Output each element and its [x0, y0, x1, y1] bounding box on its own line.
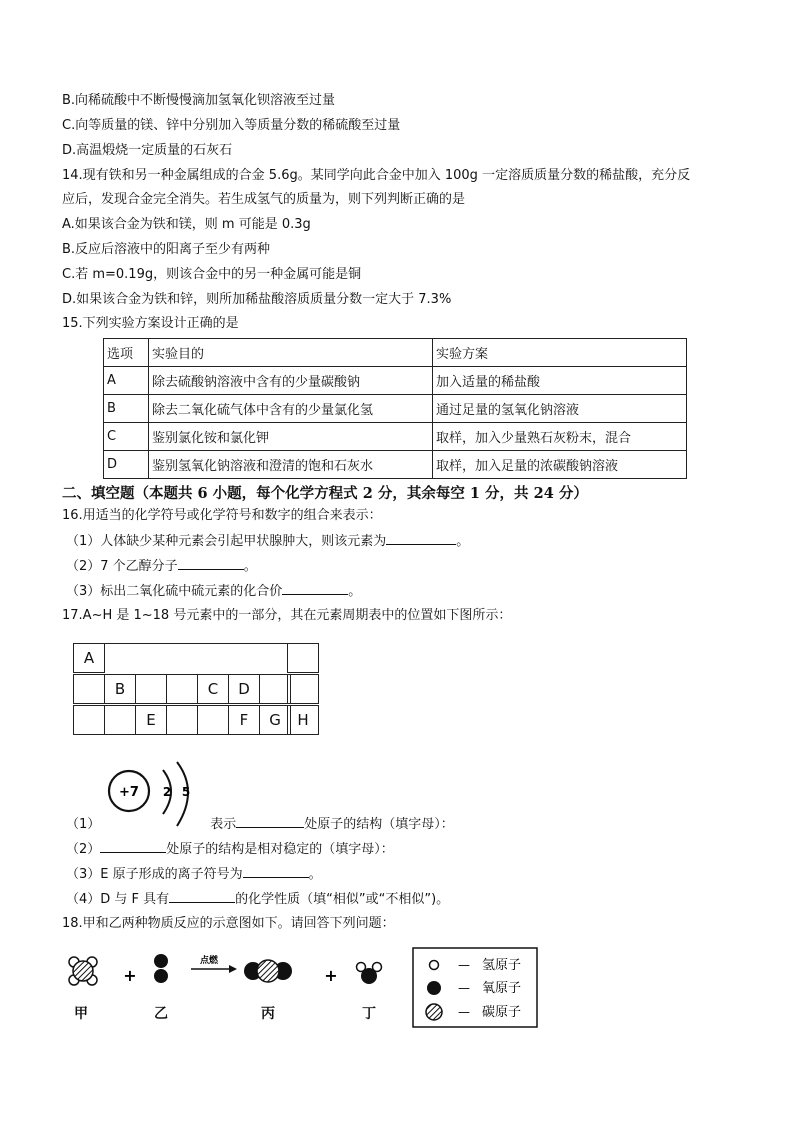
element-cell-c: C — [197, 674, 229, 704]
table-row — [104, 395, 687, 423]
q17-part1-number: （1） — [66, 817, 101, 832]
arrow-head — [229, 965, 237, 973]
label-jia: 甲 — [74, 1006, 88, 1022]
element-cell-d: D — [228, 674, 260, 704]
q16-part3-text: （3）标出二氧化硫中硫元素的化合价 — [66, 584, 283, 599]
table-cell: 除去二氧化硫气体中含有的少量氯化氢 — [149, 395, 433, 423]
molecule-ding — [357, 963, 382, 985]
oxygen-legend-icon — [427, 981, 441, 995]
answer-blank[interactable] — [282, 582, 348, 595]
nucleus-charge: +7 — [119, 785, 139, 800]
table-cell: 鉴别氢氧化钠溶液和澄清的饱和石灰水 — [149, 451, 433, 479]
table-cell: C — [104, 423, 149, 451]
element-cell-empty — [197, 705, 229, 735]
q14-option-d: D.如果该合金为铁和锌，则所加稀盐酸溶质质量分数一定大于 7.3% — [62, 292, 452, 307]
reaction-svg — [64, 947, 544, 1029]
answer-blank[interactable] — [178, 557, 244, 570]
q17-part4 — [66, 890, 449, 909]
q14-option-a: A.如果该合金为铁和镁，则 m 可能是 0.3g — [62, 217, 311, 232]
q17-part2-text: 处原子的结构是相对稳定的（填字母）： — [166, 842, 394, 857]
element-cell-h: H — [287, 705, 319, 735]
q17-stem: 17.A~H 是 1~18 号元素中的一部分，其在元素周期表中的位置如下图所示： — [62, 608, 512, 623]
q13-option-c: C.向等质量的镁、锌中分别加入等质量分数的稀硫酸至过量 — [62, 118, 401, 133]
molecule-bing — [244, 960, 292, 982]
table-cell: A — [104, 367, 149, 395]
table-cell: 除去硫酸钠溶液中含有的少量碳酸钠 — [149, 367, 433, 395]
shell-1-electrons: 2 — [162, 785, 172, 799]
q14-option-c: C.若 m=0.19g，则该合金中的另一种金属可能是铜 — [62, 267, 362, 282]
legend-dash: — — [458, 1005, 470, 1019]
answer-blank[interactable] — [100, 840, 166, 853]
q17-part4-text: （4）D 与 F 具有 — [66, 892, 170, 907]
q18-stem: 18.甲和乙两种物质反应的示意图如下。请回答下列问题： — [62, 916, 395, 931]
answer-blank[interactable] — [236, 815, 304, 828]
section-heading: 二、填空题（本题共 6 小题，每个化学方程式 2 分，其余每空 1 分，共 24 分） — [62, 485, 588, 502]
element-cell-empty — [166, 705, 198, 735]
q16-part2-text: （2）7 个乙醇分子 — [66, 559, 178, 574]
table-cell: 鉴别氯化铵和氯化钾 — [149, 423, 433, 451]
punctuation: 。 — [243, 559, 257, 574]
element-cell-empty — [135, 674, 167, 704]
punctuation: 。 — [308, 867, 322, 882]
table-cell: 加入适量的稀盐酸 — [433, 367, 687, 395]
q16-part3 — [66, 582, 361, 601]
q17-part3 — [66, 865, 322, 884]
q14-stem-line2: 应后，发现合金完全消失。若生成氢气的质量为，则下列判断正确的是 — [62, 192, 466, 207]
table-row — [104, 367, 687, 395]
legend-hydrogen-label: 氢原子 — [482, 958, 522, 973]
q17-part2-number: （2） — [66, 842, 101, 857]
plus-sign: + — [324, 966, 338, 985]
element-cell-empty — [166, 674, 198, 704]
label-yi: 乙 — [154, 1006, 168, 1022]
element-cell-empty — [73, 674, 105, 704]
q17-part1-end: 处原子的结构（填字母）： — [304, 817, 454, 832]
q16-stem: 16.用适当的化学符号或化学符号和数字的组合来表示： — [62, 508, 382, 523]
element-cell-f: F — [228, 705, 260, 735]
element-cell-empty — [73, 705, 105, 735]
punctuation: 。 — [456, 534, 470, 549]
table-cell: D — [104, 451, 149, 479]
table-cell: 取样，加入足量的浓碳酸钠溶液 — [433, 451, 687, 479]
q13-option-b: B.向稀硫酸中不断慢慢滴加氢氧化钡溶液至过量 — [62, 93, 336, 108]
top-border — [105, 643, 287, 644]
answer-blank[interactable] — [243, 865, 309, 878]
q14-option-b: B.反应后溶液中的阳离子至少有两种 — [62, 242, 271, 257]
q17-part4-end: 的化学性质（填“相似”或“不相似”)。 — [235, 892, 450, 907]
table-header-cell: 选项 — [104, 339, 149, 367]
hydrogen-legend-icon — [430, 961, 439, 970]
legend-dash: — — [458, 981, 470, 995]
table-row — [104, 423, 687, 451]
molecule-jia — [69, 957, 97, 985]
table-header-cell: 实验目的 — [149, 339, 433, 367]
legend-carbon-label: 碳原子 — [482, 1005, 522, 1020]
carbon-legend-icon — [426, 1004, 442, 1020]
answer-blank[interactable] — [169, 890, 235, 903]
q16-part1 — [66, 532, 469, 551]
q17-part1-text: 表示 — [210, 817, 237, 832]
table-header-row — [104, 339, 687, 367]
q15-table — [103, 338, 687, 479]
legend-dash: — — [458, 958, 470, 972]
reaction-condition: 点燃 — [199, 956, 219, 966]
label-bing: 丙 — [261, 1006, 275, 1022]
table-row — [104, 451, 687, 479]
plus-sign: + — [123, 966, 137, 985]
q16-part1-text: （1）人体缺少某种元素会引起甲状腺肿大，则该元素为 — [66, 534, 387, 549]
molecule-yi — [154, 954, 168, 983]
label-ding: 丁 — [362, 1006, 376, 1022]
table-header-cell: 实验方案 — [433, 339, 687, 367]
element-cell-e: E — [135, 705, 167, 735]
table-cell: B — [104, 395, 149, 423]
q16-part2 — [66, 557, 257, 576]
element-cell-empty — [287, 674, 319, 704]
q17-part3-text: （3）E 原子形成的离子符号为 — [66, 867, 243, 882]
q15-stem: 15.下列实验方案设计正确的是 — [62, 316, 239, 331]
reaction-diagram — [64, 947, 544, 1029]
element-cell-b: B — [104, 674, 136, 704]
table-cell: 通过足量的氢氧化钠溶液 — [433, 395, 687, 423]
q17-part1 — [66, 815, 454, 834]
legend-oxygen-label: 氧原子 — [482, 981, 522, 996]
answer-blank[interactable] — [386, 532, 456, 545]
shell-2-electrons: 5 — [181, 785, 191, 799]
q13-option-d: D.高温煅烧一定质量的石灰石 — [62, 143, 233, 158]
element-cell-g: G — [259, 705, 291, 735]
punctuation: 。 — [348, 584, 362, 599]
element-cell-a: A — [73, 643, 105, 673]
table-cell: 取样，加入少量熟石灰粉末，混合 — [433, 423, 687, 451]
element-cell-empty — [287, 643, 319, 673]
element-cell-empty — [104, 705, 136, 735]
q17-part2 — [66, 840, 394, 859]
q14-stem-line1: 14.现有铁和另一种金属组成的合金 5.6g。某同学向此合金中加入 100g 一定溶质质量分数的稀盐酸，充分反 — [62, 168, 691, 183]
